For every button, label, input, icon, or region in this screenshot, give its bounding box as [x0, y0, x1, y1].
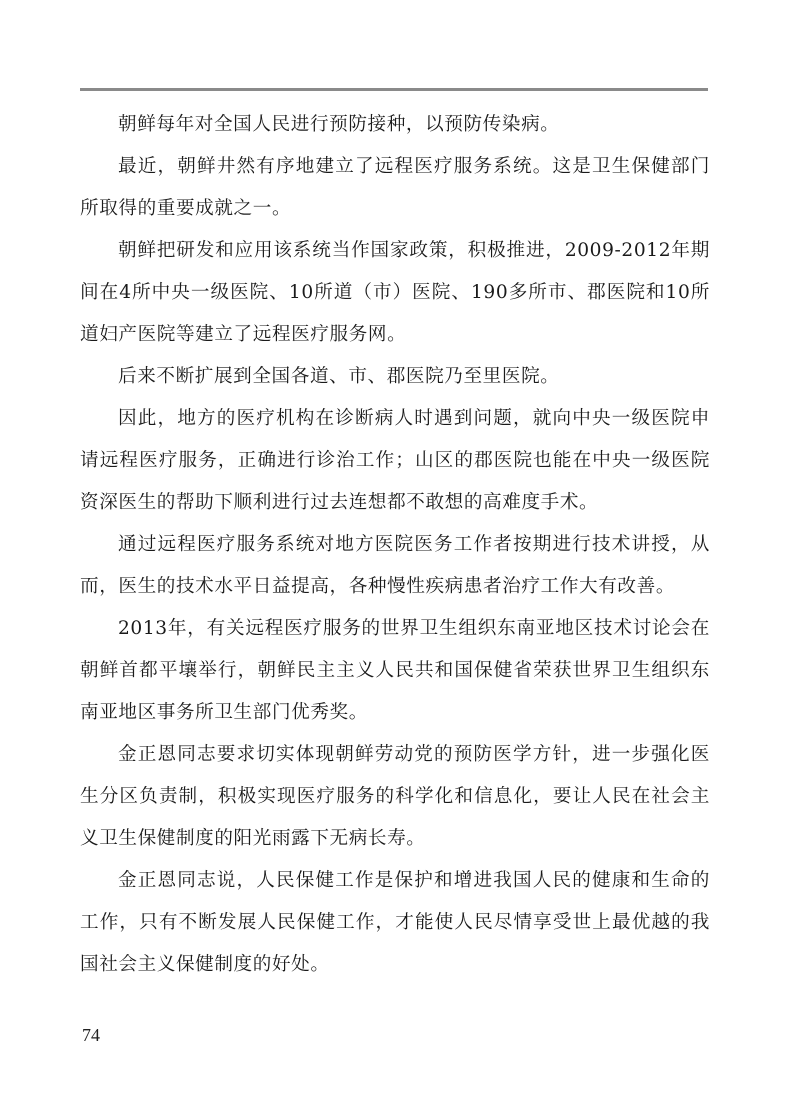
paragraph: 后来不断扩展到全国各道、市、郡医院乃至里医院。 — [118, 366, 560, 387]
paragraph: 最近，朝鲜井然有序地建立了远程医疗服务系统。这是卫生保健部门所取得的重要成就之一。 — [80, 156, 710, 219]
body-text — [80, 104, 710, 986]
paragraph: 因此，地方的医疗机构在诊断病人时遇到问题，就向中央一级医院申请远程医疗服务，正确进行诊治工作；山区的郡医院也能在中央一级医院资深医生的帮助下顺利进行过去连想都不敢想的高难度手术。 — [80, 408, 710, 513]
paragraph: 金正恩同志要求切实体现朝鲜劳动党的预防医学方针，进一步强化医生分区负责制，积极实现医疗服务的科学化和信息化，要让人民在社会主义卫生保健制度的阳光雨露下无病长寿。 — [80, 744, 710, 849]
paragraph: 通过远程医疗服务系统对地方医院医务工作者按期进行技术讲授，从而，医生的技术水平日益提高，各种慢性疾病患者治疗工作大有改善。 — [80, 534, 710, 597]
header-rule — [80, 88, 708, 91]
paragraph: 2013年，有关远程医疗服务的世界卫生组织东南亚地区技术讨论会在朝鲜首都平壤举行，朝鲜民主主义人民共和国保健省荣获世界卫生组织东南亚地区事务所卫生部门优秀奖。 — [80, 618, 710, 723]
paragraph: 金正恩同志说，人民保健工作是保护和增进我国人民的健康和生命的工作，只有不断发展人民保健工作，才能使人民尽情享受世上最优越的我国社会主义保健制度的好处。 — [80, 870, 710, 975]
paragraph: 朝鲜把研发和应用该系统当作国家政策，积极推进，2009-2012年期间在4所中央一级医院、10所道（市）医院、190多所市、郡医院和10所道妇产医院等建立了远程医疗服务网。 — [80, 240, 710, 345]
paragraph: 朝鲜每年对全国人民进行预防接种，以预防传染病。 — [118, 114, 560, 135]
page-number: 74 — [82, 1025, 100, 1045]
